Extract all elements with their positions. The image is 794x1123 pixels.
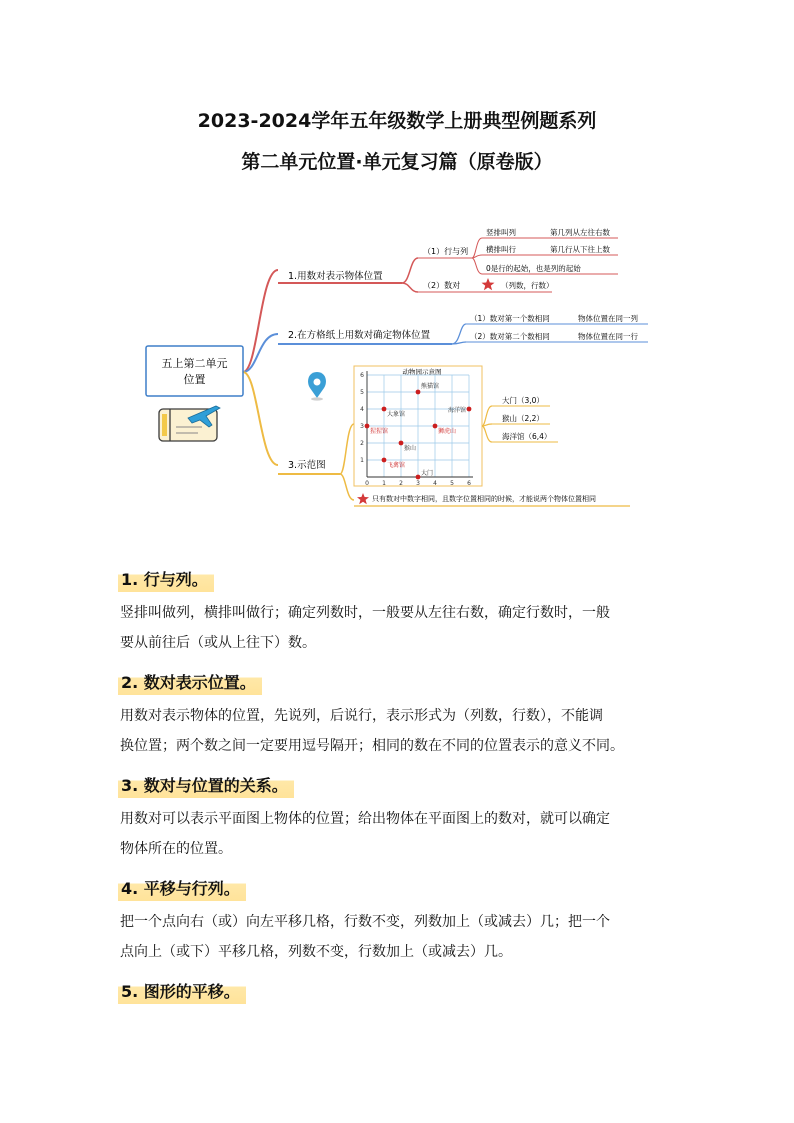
section-heading: 1. 行与列。 xyxy=(118,565,214,592)
section-3 xyxy=(118,771,738,864)
map-point-label: 猩猩馆 xyxy=(370,428,389,435)
map-point xyxy=(433,424,438,429)
x-tick-label: 3 xyxy=(416,480,420,487)
section-heading: 4. 平移与行列。 xyxy=(118,874,246,901)
map-point xyxy=(382,458,387,463)
section-heading: 5. 图形的平移。 xyxy=(118,977,246,1004)
map-point-label: 狮虎山 xyxy=(438,428,457,435)
x-tick-label: 4 xyxy=(433,480,437,487)
section-line: 竖排叫做列，横排叫做行；确定列数时，一般要从左往右数，确定行数时，一般 xyxy=(120,605,610,621)
section-5 xyxy=(118,977,738,1004)
sub2-label: （2）数对 xyxy=(423,281,461,290)
map-point-label: 飞禽馆 xyxy=(387,462,406,469)
y-tick-label: 3 xyxy=(360,423,364,430)
branch3-label: 3.示范图 xyxy=(288,460,326,471)
side-label-monkey: 猴山（2,2） xyxy=(502,414,544,423)
y-tick-label: 6 xyxy=(360,372,364,379)
side-label-ocean: 海洋馆（6,4） xyxy=(502,432,552,441)
map-point xyxy=(365,424,370,429)
section-line: 换位置；两个数之间一定要用逗号隔开；相同的数在不同的位置表示的意义不同。 xyxy=(120,738,624,754)
section-2 xyxy=(118,668,738,761)
branch2-row1-b: 物体位置在同一列 xyxy=(578,314,638,323)
x-tick-label: 6 xyxy=(467,480,471,487)
map-point-label: 大象馆 xyxy=(387,411,406,418)
connector-branch3 xyxy=(243,372,278,465)
section-body xyxy=(118,598,738,658)
map-point-label: 熊猫馆 xyxy=(421,383,440,390)
pair-format: （列数，行数） xyxy=(501,281,554,290)
section-line: 用数对表示物体的位置，先说列，后说行，表示形式为（列数，行数），不能调 xyxy=(120,708,603,724)
root-box xyxy=(146,346,243,396)
section-line: 物体所在的位置。 xyxy=(120,841,232,857)
map-point xyxy=(416,390,421,395)
map-point-label: 猴山 xyxy=(404,445,417,452)
note-star-icon xyxy=(357,493,369,504)
section-body xyxy=(118,907,738,967)
page-subtitle: 第二单元位置·单元复习篇（原卷版） xyxy=(241,151,553,173)
branch2-row1-a: （1）数对第一个数相同 xyxy=(470,314,550,323)
mind-map xyxy=(140,222,660,512)
section-line: 把一个点向右（或）向左平移几格，行数不变，列数加上（或减去）几；把一个 xyxy=(120,914,610,930)
map-point xyxy=(467,407,472,412)
map-point xyxy=(399,441,404,446)
section-4 xyxy=(118,874,738,967)
branch2-label: 2.在方格纸上用数对确定物体位置 xyxy=(288,330,431,341)
rowcol-row2-a: 横排叫行 xyxy=(486,245,516,254)
page-title: 2023-2024学年五年级数学上册典型例题系列 xyxy=(197,110,597,132)
section-body xyxy=(118,804,738,864)
x-tick-label: 2 xyxy=(399,480,403,487)
map-point-label: 海洋馆 xyxy=(447,407,466,414)
connector-branch1 xyxy=(243,270,278,372)
star-icon xyxy=(482,278,495,290)
rowcol-row1-a: 竖排叫列 xyxy=(486,228,516,237)
branch2-row2-a: （2）数对第二个数相同 xyxy=(470,332,550,341)
map-point xyxy=(416,475,421,480)
section-heading: 2. 数对表示位置。 xyxy=(118,668,262,695)
rowcol-row2-b: 第几行从下往上数 xyxy=(550,245,610,254)
y-tick-label: 2 xyxy=(360,440,364,447)
note-text: 只有数对中数字相同，且数字位置相同的时候，才能说两个物体位置相同 xyxy=(372,495,596,503)
x-tick-label: 5 xyxy=(450,480,454,487)
root-line-1: 五上第二单元 xyxy=(161,357,228,370)
root-line-2: 位置 xyxy=(183,373,206,386)
section-line: 要从前往后（或从上往下）数。 xyxy=(120,635,316,651)
location-pin-icon xyxy=(308,372,326,401)
rowcol-note: 0是行的起始，也是列的起始 xyxy=(486,264,581,273)
y-tick-label: 4 xyxy=(360,406,364,413)
y-tick-label: 1 xyxy=(360,457,364,464)
grid-title: 动物园示意图 xyxy=(402,368,442,376)
branch1-label: 1.用数对表示物体位置 xyxy=(288,271,383,282)
map-point-label: 大门 xyxy=(421,470,434,477)
branch2-row2-b: 物体位置在同一行 xyxy=(578,332,638,341)
section-heading: 3. 数对与位置的关系。 xyxy=(118,771,294,798)
x-tick-label: 1 xyxy=(382,480,386,487)
side-label-gate: 大门（3,0） xyxy=(502,396,544,405)
y-tick-label: 5 xyxy=(360,389,364,396)
sub1-label: （1）行与列 xyxy=(423,247,469,256)
section-1 xyxy=(118,565,738,658)
section-line: 点向上（或下）平移几格，列数不变，行数加上（或减去）几。 xyxy=(120,944,512,960)
map-point xyxy=(382,407,387,412)
section-line: 用数对可以表示平面图上物体的位置；给出物体在平面图上的数对，就可以确定 xyxy=(120,811,610,827)
rowcol-row1-b: 第几列从左往右数 xyxy=(550,228,610,237)
x-tick-label: 0 xyxy=(365,480,369,487)
section-body xyxy=(118,701,738,761)
